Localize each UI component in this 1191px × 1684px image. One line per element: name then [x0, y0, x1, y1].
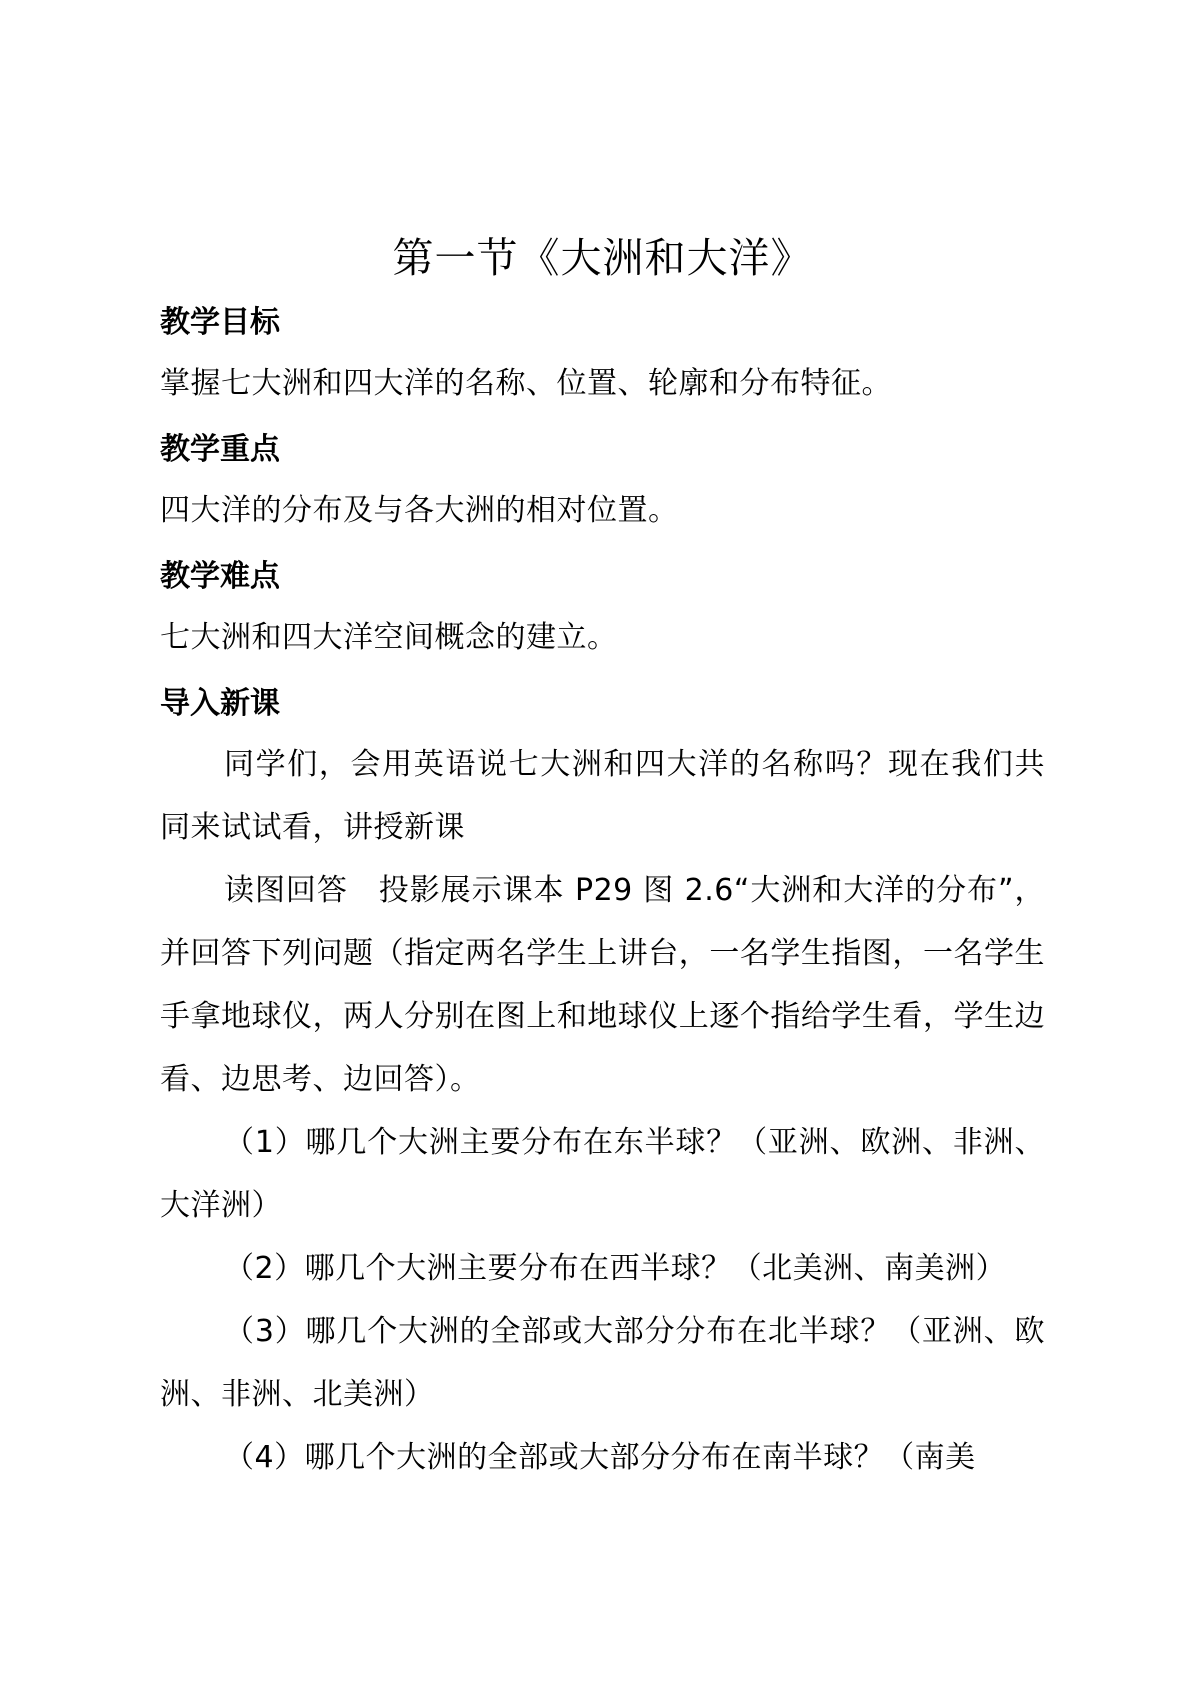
paragraph-map-reading: 读图回答 投影展示课本 P29 图 2.6“大洲和大洋的分布”，并回答下列问题（指定两名学生上讲台，一名学生指图，一名学生手拿地球仪，两人分别在图上和地球仪上逐个指给学生看，学生边看、边思考、边回答）。: [160, 873, 1045, 1097]
paragraph-intro: 同学们，会用英语说七大洲和四大洋的名称吗？现在我们共同来试试看，讲授新课: [160, 747, 1045, 845]
section-heading-key-points: 教学重点: [160, 432, 280, 467]
section-body-difficulties: 七大洲和四大洋空间概念的建立。: [160, 620, 618, 655]
section-heading-intro: 导入新课: [160, 686, 280, 721]
question-2: （2）哪几个大洲主要分布在西半球？（北美洲、南美洲）: [224, 1251, 1007, 1286]
document-content: [160, 228, 1045, 1489]
section-body-objectives: 掌握七大洲和四大洋的名称、位置、轮廓和分布特征。: [160, 366, 892, 401]
section-body-key-points: 四大洋的分布及与各大洲的相对位置。: [160, 493, 679, 528]
document-title: 第一节《大洲和大洋》: [392, 234, 813, 282]
question-3: （3）哪几个大洲的全部或大部分分布在北半球？（亚洲、欧洲、非洲、北美洲）: [160, 1314, 1045, 1412]
question-4: （4）哪几个大洲的全部或大部分分布在南半球？（南美: [224, 1440, 976, 1475]
question-1: （1）哪几个大洲主要分布在东半球？（亚洲、欧洲、非洲、大洋洲）: [160, 1125, 1045, 1223]
section-heading-objectives: 教学目标: [160, 305, 280, 340]
section-heading-difficulties: 教学难点: [160, 559, 280, 594]
